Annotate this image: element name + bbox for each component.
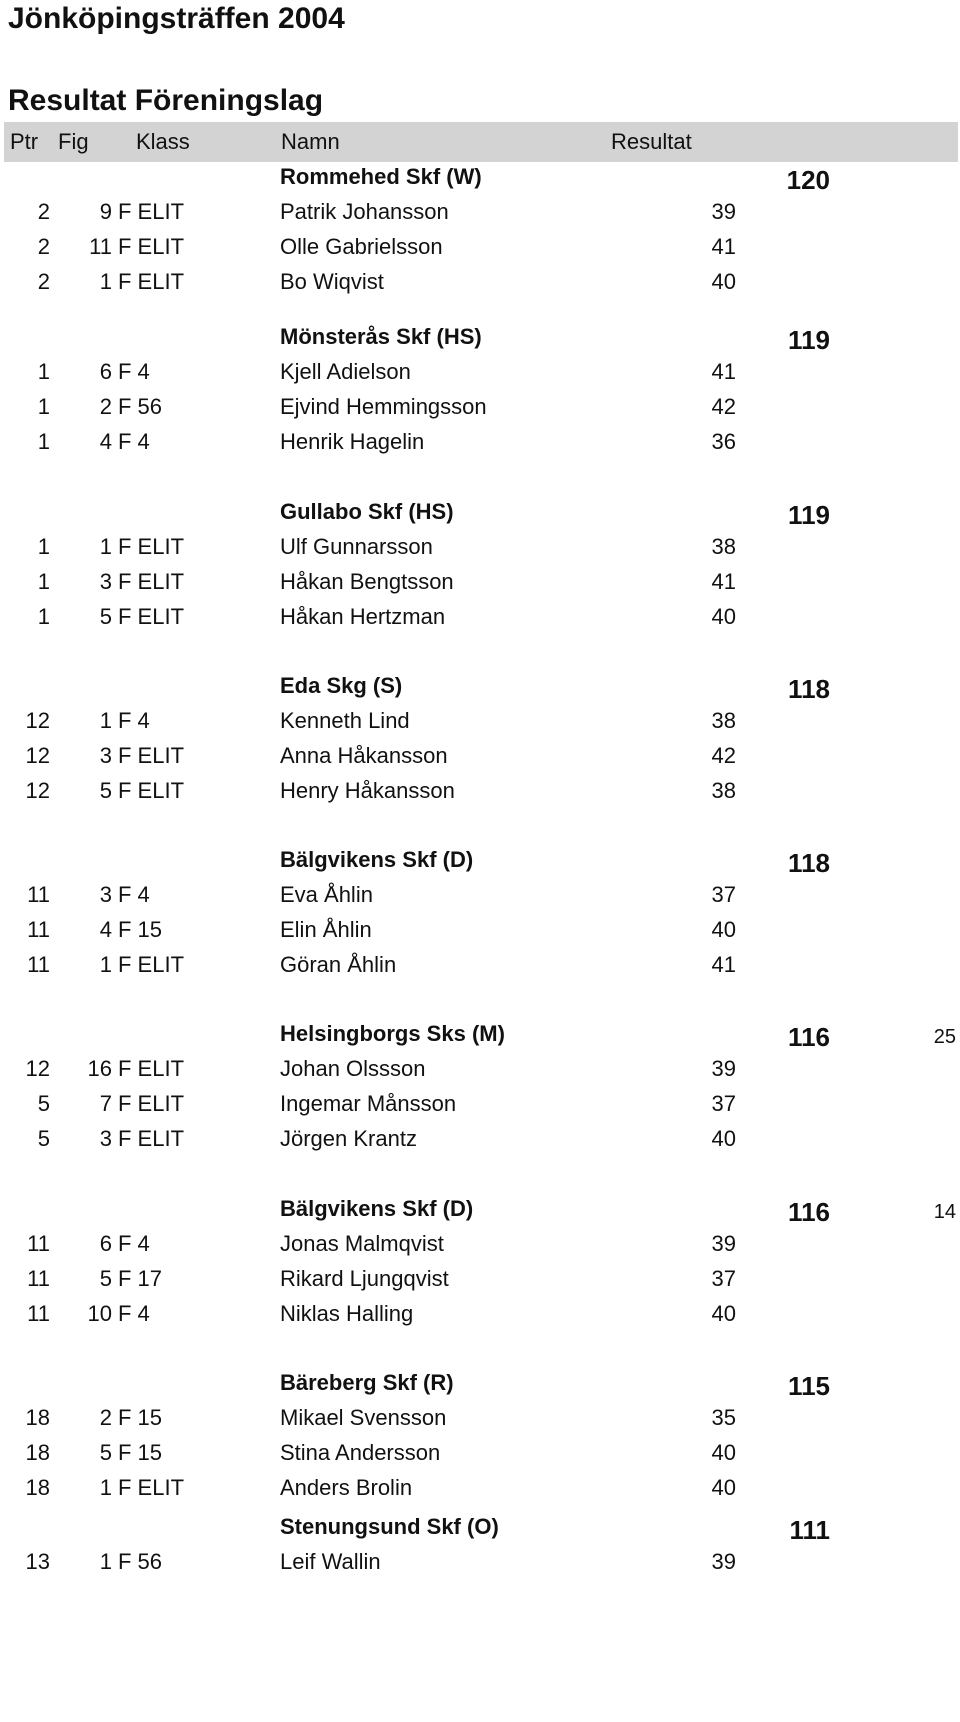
cell-result: 41 (711, 569, 736, 594)
cell-name: Eva Åhlin (280, 882, 373, 907)
cell-result: 40 (711, 604, 736, 629)
cell-result: 40 (711, 1475, 736, 1500)
cell-fig: 9 (99, 199, 112, 224)
table-row (0, 1121, 960, 1157)
cell-klass: F ELIT (118, 1126, 185, 1151)
cell-result: 40 (711, 269, 736, 294)
team-tiebreak: 25 (933, 1026, 956, 1048)
cell-name: Ejvind Hemmingsson (280, 394, 487, 419)
cell-ptr: 18 (25, 1405, 50, 1430)
team-total: 115 (788, 1371, 830, 1401)
cell-name: Jörgen Krantz (280, 1126, 417, 1151)
cell-ptr: 18 (25, 1440, 50, 1465)
header-klass: Klass (136, 129, 190, 154)
cell-ptr: 11 (27, 1231, 50, 1256)
cell-ptr: 12 (25, 1056, 50, 1081)
team-total: 119 (788, 325, 830, 355)
cell-klass: F ELIT (118, 234, 185, 259)
team-block (0, 846, 960, 1036)
cell-klass: F 56 (118, 394, 163, 419)
team-block (0, 672, 960, 862)
cell-name: Niklas Halling (280, 1301, 414, 1326)
cell-klass: F ELIT (118, 199, 185, 224)
cell-ptr: 12 (25, 778, 50, 803)
cell-klass: F ELIT (118, 604, 185, 629)
table-row (0, 229, 960, 265)
team-name: Rommehed Skf (W) (280, 164, 482, 189)
team-total: 116 (788, 1197, 830, 1227)
cell-klass: F 4 (118, 429, 150, 454)
cell-klass: F 15 (118, 917, 163, 942)
cell-klass: F ELIT (118, 269, 185, 294)
cell-result: 40 (711, 1440, 736, 1465)
cell-klass: F ELIT (118, 952, 185, 977)
cell-ptr: 1 (37, 429, 50, 454)
table-row (0, 264, 960, 300)
page-subtitle: Resultat Föreningslag (8, 84, 324, 117)
cell-fig: 5 (99, 1440, 112, 1465)
table-row (0, 912, 960, 948)
cell-ptr: 2 (37, 234, 50, 259)
cell-fig: 6 (99, 359, 112, 384)
cell-ptr: 12 (25, 743, 50, 768)
cell-fig: 5 (99, 778, 112, 803)
table-row (0, 1470, 960, 1506)
cell-klass: F ELIT (118, 743, 185, 768)
cell-klass: F 4 (118, 708, 150, 733)
cell-ptr: 1 (37, 534, 50, 559)
cell-klass: F 56 (118, 1549, 163, 1574)
cell-ptr: 1 (37, 569, 50, 594)
cell-name: Patrik Johansson (280, 199, 449, 224)
cell-fig: 6 (99, 1231, 112, 1256)
cell-name: Anders Brolin (280, 1475, 413, 1500)
cell-ptr: 11 (27, 1301, 50, 1326)
cell-result: 39 (711, 1056, 736, 1081)
cell-fig: 16 (87, 1056, 112, 1081)
cell-name: Kjell Adielson (280, 359, 411, 384)
cell-fig: 4 (99, 429, 112, 454)
header-resultat: Resultat (611, 129, 692, 154)
header-namn: Namn (281, 129, 340, 154)
cell-ptr: 5 (37, 1126, 50, 1151)
table-row (0, 947, 960, 983)
cell-result: 37 (711, 1091, 736, 1116)
cell-klass: F 15 (118, 1440, 163, 1465)
cell-name: Elin Åhlin (280, 917, 372, 942)
cell-result: 38 (711, 708, 736, 733)
cell-result: 40 (711, 1301, 736, 1326)
table-row (0, 389, 960, 425)
cell-ptr: 11 (27, 882, 50, 907)
cell-klass: F 4 (118, 359, 150, 384)
cell-klass: F 15 (118, 1405, 163, 1430)
cell-fig: 1 (99, 952, 112, 977)
team-name: Bäreberg Skf (R) (280, 1370, 454, 1395)
table-row (0, 1261, 960, 1297)
cell-result: 42 (711, 743, 736, 768)
cell-fig: 11 (89, 234, 112, 259)
table-row (0, 529, 960, 565)
table-row (0, 1400, 960, 1436)
cell-name: Kenneth Lind (280, 708, 410, 733)
cell-name: Olle Gabrielsson (280, 234, 443, 259)
team-block (0, 498, 960, 688)
cell-ptr: 11 (27, 917, 50, 942)
cell-fig: 2 (99, 1405, 112, 1430)
cell-ptr: 2 (37, 269, 50, 294)
team-name: Gullabo Skf (HS) (280, 499, 454, 524)
cell-name: Jonas Malmqvist (280, 1231, 444, 1256)
cell-fig: 5 (99, 1266, 112, 1291)
page-title: Jönköpingsträffen 2004 (8, 2, 345, 35)
team-total: 119 (788, 500, 830, 530)
cell-name: Göran Åhlin (280, 952, 397, 977)
team-block (0, 323, 960, 513)
cell-ptr: 13 (25, 1549, 50, 1574)
cell-name: Johan Olssson (280, 1056, 426, 1081)
team-total: 118 (788, 848, 830, 878)
cell-ptr: 5 (37, 1091, 50, 1116)
table-row (0, 773, 960, 809)
cell-name: Henrik Hagelin (280, 429, 425, 454)
cell-result: 40 (711, 1126, 736, 1151)
table-row (0, 877, 960, 913)
team-name: Bälgvikens Skf (D) (280, 1196, 474, 1221)
cell-klass: F ELIT (118, 1475, 185, 1500)
cell-fig: 7 (99, 1091, 112, 1116)
cell-fig: 1 (99, 1475, 112, 1500)
cell-fig: 1 (99, 708, 112, 733)
cell-fig: 1 (99, 1549, 112, 1574)
cell-name: Håkan Hertzman (280, 604, 446, 629)
cell-result: 42 (711, 394, 736, 419)
cell-fig: 2 (99, 394, 112, 419)
cell-fig: 3 (99, 1126, 112, 1151)
cell-result: 41 (711, 234, 736, 259)
cell-klass: F 4 (118, 1231, 150, 1256)
cell-klass: F ELIT (118, 534, 185, 559)
table-row (0, 424, 960, 460)
team-block (0, 1513, 960, 1703)
cell-name: Henry Håkansson (280, 778, 455, 803)
table-row (0, 354, 960, 390)
team-tiebreak: 14 (933, 1201, 956, 1223)
cell-name: Leif Wallin (280, 1549, 381, 1574)
cell-ptr: 11 (27, 1266, 50, 1291)
cell-ptr: 12 (25, 708, 50, 733)
cell-fig: 3 (99, 882, 112, 907)
team-name: Mönsterås Skf (HS) (280, 324, 482, 349)
table-row (0, 1051, 960, 1087)
table-row (0, 1544, 960, 1580)
cell-result: 37 (711, 882, 736, 907)
cell-result: 41 (711, 359, 736, 384)
cell-name: Håkan Bengtsson (280, 569, 454, 594)
cell-name: Ulf Gunnarsson (280, 534, 433, 559)
team-block (0, 1020, 960, 1210)
cell-fig: 3 (99, 569, 112, 594)
cell-fig: 5 (99, 604, 112, 629)
cell-result: 38 (711, 778, 736, 803)
cell-name: Anna Håkansson (280, 743, 448, 768)
cell-fig: 3 (99, 743, 112, 768)
table-row (0, 564, 960, 600)
cell-ptr: 1 (37, 394, 50, 419)
table-row (0, 1296, 960, 1332)
cell-result: 39 (711, 199, 736, 224)
team-total: 111 (789, 1515, 830, 1545)
cell-fig: 10 (87, 1301, 112, 1326)
team-total: 116 (788, 1022, 830, 1052)
cell-result: 40 (711, 917, 736, 942)
cell-ptr: 2 (37, 199, 50, 224)
team-name: Eda Skg (S) (280, 673, 403, 698)
team-name: Helsingborgs Sks (M) (280, 1021, 505, 1046)
team-block (0, 1195, 960, 1385)
cell-ptr: 18 (25, 1475, 50, 1500)
cell-result: 41 (711, 952, 736, 977)
cell-klass: F ELIT (118, 569, 185, 594)
cell-ptr: 11 (27, 952, 50, 977)
cell-name: Ingemar Månsson (280, 1091, 457, 1116)
cell-name: Mikael Svensson (280, 1405, 447, 1430)
cell-result: 37 (711, 1266, 736, 1291)
table-row (0, 599, 960, 635)
table-row (0, 1086, 960, 1122)
cell-klass: F 4 (118, 1301, 150, 1326)
team-total: 120 (786, 165, 830, 195)
cell-fig: 4 (99, 917, 112, 942)
cell-name: Stina Andersson (280, 1440, 441, 1465)
cell-result: 39 (711, 1231, 736, 1256)
cell-ptr: 1 (37, 604, 50, 629)
team-name: Stenungsund Skf (O) (280, 1514, 499, 1539)
cell-result: 35 (711, 1405, 736, 1430)
table-row (0, 703, 960, 739)
cell-result: 38 (711, 534, 736, 559)
cell-name: Rikard Ljungqvist (280, 1266, 449, 1291)
table-row (0, 194, 960, 230)
cell-fig: 1 (99, 534, 112, 559)
cell-result: 39 (711, 1549, 736, 1574)
cell-klass: F ELIT (118, 778, 185, 803)
table-row (0, 738, 960, 774)
table-row (0, 1226, 960, 1262)
cell-klass: F ELIT (118, 1091, 185, 1116)
cell-result: 36 (711, 429, 736, 454)
header-ptr: Ptr (10, 129, 39, 154)
team-name: Bälgvikens Skf (D) (280, 847, 474, 872)
cell-ptr: 1 (37, 359, 50, 384)
team-total: 118 (788, 674, 830, 704)
header-fig: Fig (58, 129, 89, 154)
cell-klass: F 17 (118, 1266, 163, 1291)
cell-klass: F ELIT (118, 1056, 185, 1081)
table-row (0, 1435, 960, 1471)
cell-name: Bo Wiqvist (280, 269, 384, 294)
cell-fig: 1 (99, 269, 112, 294)
cell-klass: F 4 (118, 882, 150, 907)
